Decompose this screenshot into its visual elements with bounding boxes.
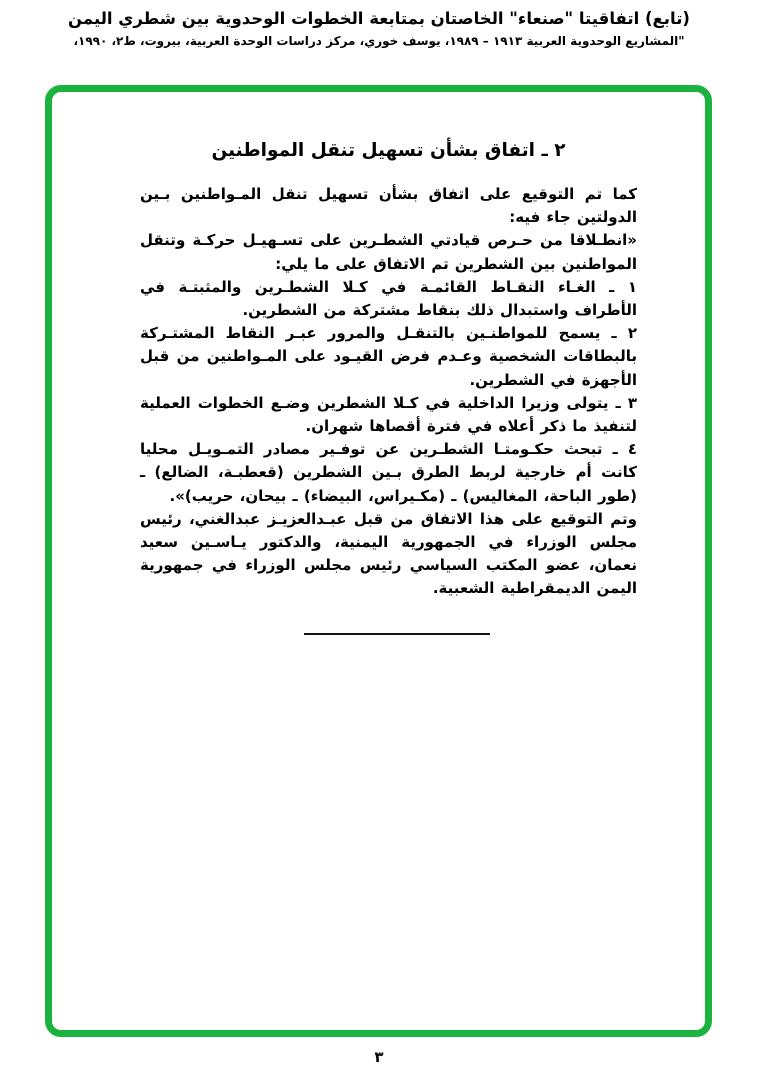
header-citation-source: "المشاريع الوحدوية العربية ١٩١٣ – ١٩٨٩، يوسف خوري، مركز دراسات الوحدة العربية، بيروت، ط٢، ١٩٩٠، [73,34,685,48]
signature-paragraph: وتم التوقيع على هذا الاتفاق من قبل عبـدالعزيـز عبدالغني، رئيس مجلس الوزراء في الجمهورية اليمنية، والدكتور يـاسـين سعيد نعمان، عضو المكتب السياسي رئيس مجلس الوزراء في جمهورية اليمن الديمقراطية الشعبية. [140,509,637,598]
header-citation-title: (تابع) اتفاقيتا "صنعاء" الخاصتان بمتابعة الخطوات الوحدوية بين شطري اليمن [68,9,690,28]
page-number: ٣ [374,1048,384,1066]
intro-paragraph: كما تم التوقيع على اتفاق بشأن تسهيل تنقل المـواطنين بـين الدولتين جاء فيه: [140,185,637,227]
section-title: ٢ ـ اتفاق بشأن تسهيل تنقل المواطنين [211,140,566,161]
clause-4-paragraph: ٤ ـ تبحث حكـومتـا الشطـرين عن توفـير مصادر التمـويـل محليا كانت أم خارجية لربط الطرق بـين الشطرين (قعطبـة، الضالع) ـ (طور الباحة، المغاليس) ـ (مكـيراس، البيضاء) ـ بيحان، حريب)». [140,440,637,505]
clause-2-paragraph: ٢ ـ يسمح للمواطنـين بالتنقـل والمرور عبـر النقاط المشتـركة بالبطاقات الشخصية وعـدم فرض القيـود على المـواطنين من قبل الأجهزة في الشطرين. [140,324,637,389]
document-content [52,92,705,1030]
body-text [140,183,637,601]
clause-3-paragraph: ٣ ـ يتولى وزيرا الداخلية في كـلا الشطرين وضـع الخطوات العملية لتنفيذ ما ذكر أعلاه في فترة أقصاها شهران. [140,393,637,436]
page-header [0,9,758,48]
clause-1-paragraph: ١ ـ الغـاء النقـاط القائمـة في كـلا الشطـرين والمثبتـة في الأطراف واستبدال ذلك بنقاط مشتركة من الشطرين. [140,277,637,320]
preamble-paragraph: «انطـلاقا من حـرص قيادتي الشطـرين على تسـهيـل حركـة وتنقل المواطنين بين الشطرين تم الاتفاق على ما يلي: [140,231,637,273]
end-divider [304,633,490,635]
